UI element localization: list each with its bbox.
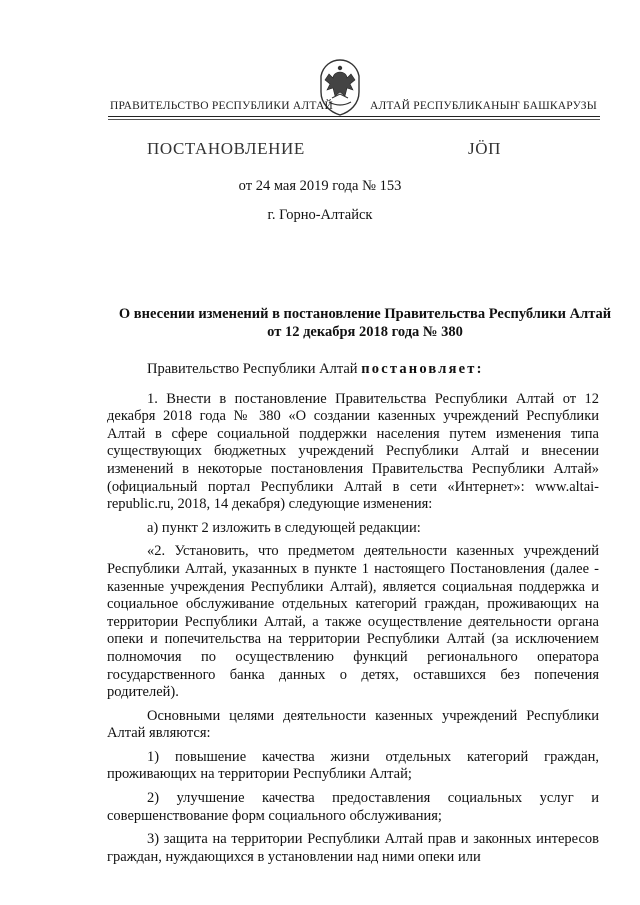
document-title: О внесении изменений в постановление Правительства Республики Алтай от 12 декабря 2018 года № 380: [118, 306, 612, 340]
decree-city: г. Горно-Алтайск: [267, 207, 373, 223]
body-paragraph: 1. Внести в постановление Правительства Республики Алтай от 12 декабря 2018 года № 380 «О создании казенных учреждений Республики Алтай в сфере социальной поддержки населения путем изменения типа существующих бюджетных учреждений Республики Алтай и внесении изменений в некоторые постановления Правительства Республики Алтай» (официальный портал Республики Алтай в сети «Интернет»: www.altai-republic.ru, 2018, 14 декабря) следующие изменения:: [107, 390, 599, 513]
body-paragraph: 2) улучшение качества предоставления социальных услуг и совершенствование форм социального обслуживания;: [107, 790, 599, 824]
body-paragraph: а) пункт 2 изложить в следующей редакции:: [147, 519, 421, 536]
document-body: [107, 361, 599, 872]
body-paragraph: 1) повышение качества жизни отдельных категорий граждан, проживающих на территории Республики Алтай;: [107, 748, 599, 783]
decree-label-russian: ПОСТАНОВЛЕНИЕ: [147, 139, 305, 158]
government-name-russian: ПРАВИТЕЛЬСТВО РЕСПУБЛИКИ АЛТАЙ: [110, 100, 334, 112]
header-divider-thin: [108, 119, 600, 120]
header-divider: [108, 116, 600, 117]
decree-label-altai: ЈӦП: [468, 139, 501, 158]
body-paragraph: Основными целями деятельности казенных учреждений Республики Алтай являются:: [107, 707, 599, 742]
body-paragraph: 3) защита на территории Республики Алтай прав и законных интересов граждан, нуждающихся в установлении над ними опеки или: [107, 831, 599, 865]
intro-text: Правительство Республики Алтай: [147, 361, 362, 377]
decree-date-number: от 24 мая 2019 года № 153: [238, 178, 402, 194]
intro-emphasis: постановляет:: [361, 361, 484, 377]
body-paragraph: «2. Установить, что предметом деятельности казенных учреждений Республики Алтай, указанных в пункте 1 настоящего Постановления (далее - казенные учреждения Республики Алтай), является социальная поддержка и социальное обслуживание отдельных категорий граждан, проживающих на территории Республики Алтай, а также осуществление деятельности органа опеки и попечительства на территории Республики Алтай (за исключением полномочия по осуществлению функций регионального оператора государственного банка данных о детях, оставшихся без попечения родителей).: [107, 543, 599, 701]
intro-paragraph: [107, 361, 599, 379]
government-name-altai: АЛТАЙ РЕСПУБЛИКАНЫҤ БАШКАРУЗЫ: [370, 100, 597, 112]
